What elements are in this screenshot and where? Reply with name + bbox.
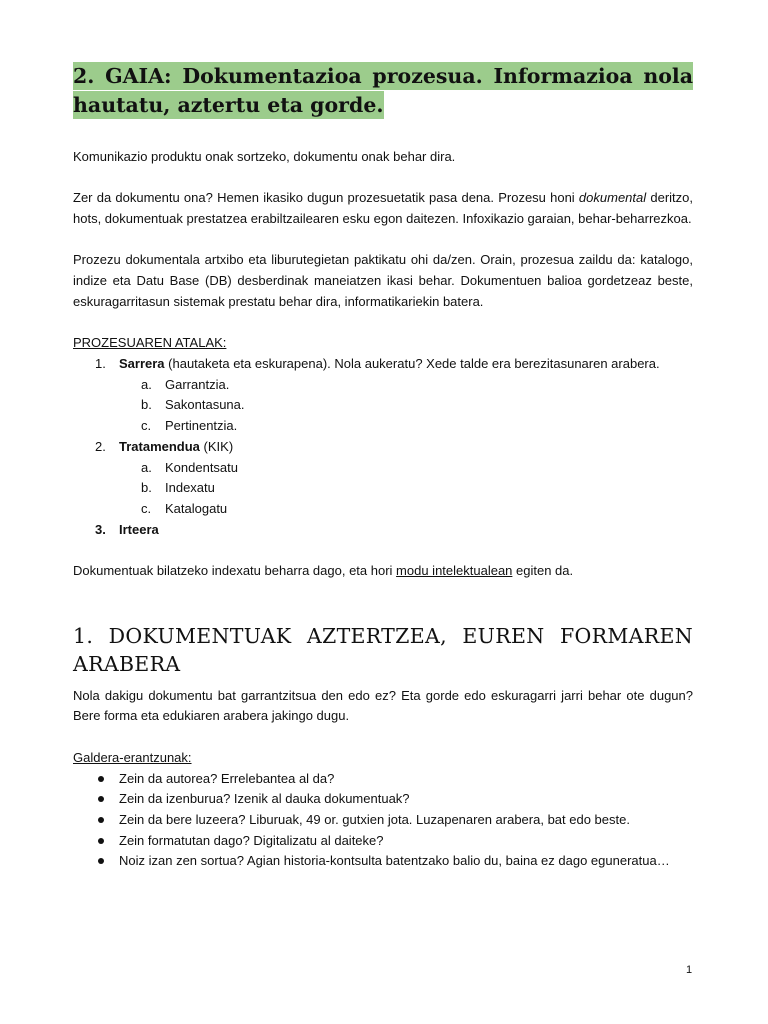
list-item-text: Zein da autorea? Errelebantea al da?	[119, 770, 335, 786]
step-title: Tratamendua	[119, 438, 200, 454]
bullet-icon	[98, 796, 104, 802]
substep-list	[119, 375, 693, 437]
text-run: deritzo, hots, dokumentuak prestatzea erabiltzailearen esku egon daitezen. Infoxikazio garaian, behar-beharrezkoa.	[73, 190, 693, 227]
list-item-text: Zein formatutan dago? Digitalizatu al daiteke?	[119, 832, 384, 848]
step-number: 1.	[95, 355, 106, 371]
step-number: 2.	[95, 438, 106, 454]
paragraph-process: Prozezu dokumentala artxibo eta liburutegietan paktikatu ohi da/zen. Orain, prozesua zaildu da: katalogo, indize eta Datu Base (DB) desberdinak maneiatzen ikasi behar. Dokumentuen balioa gordetzeaz beste, eskuragarritasun sistemak prestatu behar dira, informatikariekin batera.	[73, 252, 693, 309]
list-item	[73, 851, 693, 872]
substep-letter: b.	[141, 480, 152, 496]
paragraph-analysis: Nola dakigu dokumentu bat garrantzitsua den edo ez? Eta gorde edo eskuragarri jarri behar ote dugun? Bere forma eta edukiaren arabera jakingo dugu.	[73, 687, 693, 724]
substep-item	[119, 478, 693, 499]
substep-item	[119, 416, 693, 437]
text-run: egiten da.	[512, 563, 574, 578]
document-title	[73, 62, 693, 120]
question-list	[73, 769, 693, 873]
step-description: (hautaketa eta eskurapena). Nola aukeratu? Xede talde era berezitasunaren arabera.	[164, 355, 660, 371]
bullet-icon	[98, 838, 104, 844]
bullet-icon	[98, 858, 104, 864]
list-item	[73, 810, 693, 831]
list-item-text: Zein da izenburua? Izenik al dauka dokumentuak?	[119, 791, 410, 807]
substep-text: Kondentsatu	[165, 459, 239, 475]
qa-heading: Galdera-erantzunak:	[73, 749, 192, 765]
page-number: 1	[686, 964, 693, 976]
step-item	[73, 354, 693, 437]
step-title: Irteera	[119, 521, 159, 537]
substep-list	[119, 458, 693, 520]
process-steps-heading: PROZESUAREN ATALAK:	[73, 335, 227, 351]
substep-item	[119, 499, 693, 520]
substep-text: Sakontasuna.	[165, 397, 245, 413]
italic-term: dokumental	[578, 190, 647, 206]
text-run: Zer da dokumentu ona? Hemen ikasiko dugun prozesuetatik pasa dena. Prozesu honi	[73, 190, 579, 206]
substep-text: Pertinentzia.	[165, 418, 238, 434]
title-highlight: 2. GAIA: Dokumentazioa prozesua. Informazioa nola hautatu, aztertu eta gorde.	[73, 64, 693, 117]
paragraph-intro: Komunikazio produktu onak sortzeko, dokumentu onak behar dira.	[73, 149, 456, 164]
step-item	[73, 520, 693, 541]
substep-text: Katalogatu	[165, 500, 228, 516]
substep-letter: c.	[141, 418, 152, 434]
step-title: Sarrera	[119, 355, 165, 371]
list-item	[73, 789, 693, 810]
step-number: 3.	[95, 521, 106, 537]
text-run: Dokumentuak bilatzeko indexatu beharra dago, eta hori	[73, 563, 397, 578]
substep-letter: b.	[141, 397, 152, 413]
substep-text: Indexatu	[165, 480, 215, 496]
bullet-icon	[98, 817, 104, 823]
paragraph-definition	[73, 188, 693, 229]
list-item-text: Zein da bere luzeera? Liburuak, 49 or. gutxien jota. Luzapenaren arabera, bat edo beste.	[119, 811, 630, 827]
process-steps-list	[73, 354, 693, 540]
document-page	[73, 62, 693, 872]
step-description: (KIK)	[199, 438, 234, 454]
substep-item	[119, 375, 693, 396]
substep-letter: c.	[141, 500, 152, 516]
list-item-text: Noiz izan zen sortua? Agian historia-kontsulta batentzako balio du, baina ez dago eguneratua…	[119, 853, 670, 869]
step-item	[73, 437, 693, 520]
underlined-term: modu intelektualean	[396, 563, 513, 578]
list-item	[73, 769, 693, 790]
substep-letter: a.	[141, 376, 152, 392]
substep-item	[119, 395, 693, 416]
list-item	[73, 831, 693, 852]
section-heading: 1. DOKUMENTUAK AZTERTZEA, EUREN FORMAREN ARABERA	[73, 623, 693, 676]
substep-letter: a.	[141, 459, 152, 475]
bullet-icon	[98, 776, 104, 782]
paragraph-indexing	[73, 561, 693, 582]
substep-item	[119, 458, 693, 479]
substep-text: Garrantzia.	[165, 376, 230, 392]
